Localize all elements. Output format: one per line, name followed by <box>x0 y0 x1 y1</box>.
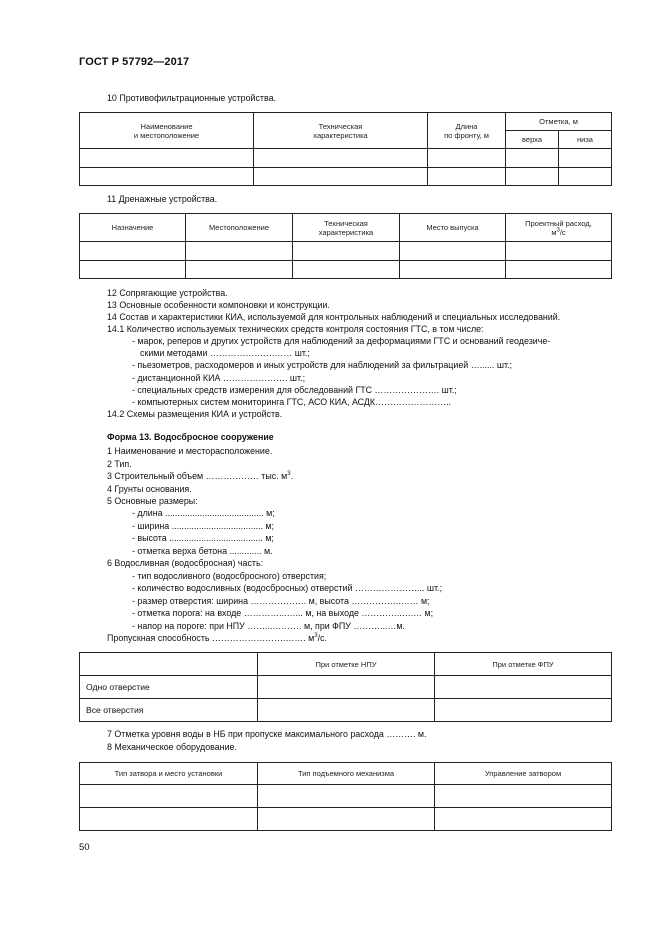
col-header-purpose: Назначение <box>80 214 186 242</box>
table-capacity <box>79 652 612 722</box>
col-header-empty <box>80 653 258 676</box>
col-header-top: верха <box>506 131 559 149</box>
form-item-4: 4 Грунты основания. <box>107 484 192 494</box>
table-row <box>80 699 612 722</box>
col-header-fpu: При отметке ФПУ <box>435 653 612 676</box>
item-14-1: 14.1 Количество используемых технических средств контроля состояния ГТС, в том числе: <box>107 324 484 334</box>
document-header: ГОСТ Р 57792—2017 <box>79 56 190 68</box>
weir-count: - количество водосливных (водосбросных) отверстий …………………... шт.; <box>132 583 442 593</box>
col-header-mark: Отметка, м <box>506 113 612 131</box>
table-row <box>80 149 612 168</box>
table-anti-filtration <box>79 112 612 186</box>
item-14: 14 Состав и характеристики КИА, используемой для контрольных наблюдений и специальных исследований. <box>107 312 561 322</box>
form-item-2: 2 Тип. <box>107 459 132 469</box>
item-13: 13 Основные особенности компоновки и конструкции. <box>107 300 330 310</box>
table-row <box>80 242 612 261</box>
capacity: Пропускная способность …………………….……. $м^3/с$. <box>107 633 327 643</box>
section-10-heading: 10 Противофильтрационные устройства. <box>107 93 277 103</box>
form-item-7: 7 Отметка уровня воды в НБ при пропуске максимального расхода ………. м. <box>107 729 427 739</box>
dim-concrete-top: - отметка верха бетона ............. м. <box>132 546 273 556</box>
table-row <box>80 168 612 186</box>
col-header-lift: Тип подъемного механизма <box>258 763 435 785</box>
table-row <box>80 808 612 831</box>
table-row <box>80 785 612 808</box>
dim-length: - длина ........................................ м; <box>132 508 275 518</box>
bullet-marks-a: - марок, реперов и других устройств для наблюдений за деформациями ГТС и оснований геодезиче- <box>132 336 551 346</box>
col-header-name: Наименование и местоположение <box>80 113 254 149</box>
form-item-1: 1 Наименование и месторасположение. <box>107 446 273 456</box>
dim-width: - ширина ..................................... м; <box>132 521 274 531</box>
bullet-remote-kia: - дистанционной КИА …………………. шт.; <box>132 373 306 383</box>
form-13-title: Форма 13. Водосбросное сооружение <box>107 432 274 442</box>
form-item-6: 6 Водосливная (водосбросная) часть: <box>107 558 264 568</box>
col-header-location: Местоположение <box>186 214 293 242</box>
weir-size: - размер отверстия: ширина ………………. м, высота ……………..…… м; <box>132 596 430 606</box>
col-header-outlet: Место выпуска <box>400 214 506 242</box>
dim-height: - высота ...................................... м; <box>132 533 274 543</box>
item-12: 12 Сопрягающие устройства. <box>107 288 228 298</box>
bullet-monitoring: - компьютерных систем мониторинга ГТС, АСО КИА, АСДК…………………….. <box>132 397 452 407</box>
table-mechanical <box>79 762 612 831</box>
row-label-one: Одно отверстие <box>80 676 258 699</box>
form-item-5: 5 Основные размеры: <box>107 496 198 506</box>
item-14-2: 14.2 Схемы размещения КИА и устройств. <box>107 409 283 419</box>
table-row <box>80 676 612 699</box>
col-header-npu: При отметке НПУ <box>258 653 435 676</box>
col-header-tech: Техническая характеристика <box>254 113 428 149</box>
table-row <box>80 261 612 279</box>
col-header-length: Длина по фронту, м <box>428 113 506 149</box>
form-item-8: 8 Механическое оборудование. <box>107 742 237 752</box>
bullet-marks-b: скими методами ………………….…… шт.; <box>140 348 310 358</box>
col-header-bottom: низа <box>559 131 612 149</box>
col-header-flow: Проектный расход, $м^3/с$ <box>506 214 612 242</box>
col-header-tech: Техническая характеристика <box>293 214 400 242</box>
row-label-all: Все отверстия <box>80 699 258 722</box>
form-item-3: 3 Строительный объем ……………… тыс. $м^3$. <box>107 471 294 481</box>
col-header-control: Управление затвором <box>435 763 612 785</box>
bullet-special-tools: - специальных средств измерения для обследований ГТС …………………. шт.; <box>132 385 457 395</box>
page-number: 50 <box>79 842 90 853</box>
weir-sill: - отметка порога: на входе …………...…... м, на выходе …………..….… м; <box>132 608 434 618</box>
weir-head: - напор на пороге: при НПУ ……...………. м, при ФПУ ………...…м. <box>132 621 405 631</box>
col-header-gate: Тип затвора и место установки <box>80 763 258 785</box>
section-11-heading: 11 Дренажные устройства. <box>107 194 218 204</box>
table-drainage <box>79 213 612 279</box>
bullet-piezometers: - пьезометров, расходомеров и иных устройств для наблюдений за фильтрацией …...... шт.; <box>132 360 512 370</box>
weir-type: - тип водосливного (водосбросного) отверстия; <box>132 571 327 581</box>
